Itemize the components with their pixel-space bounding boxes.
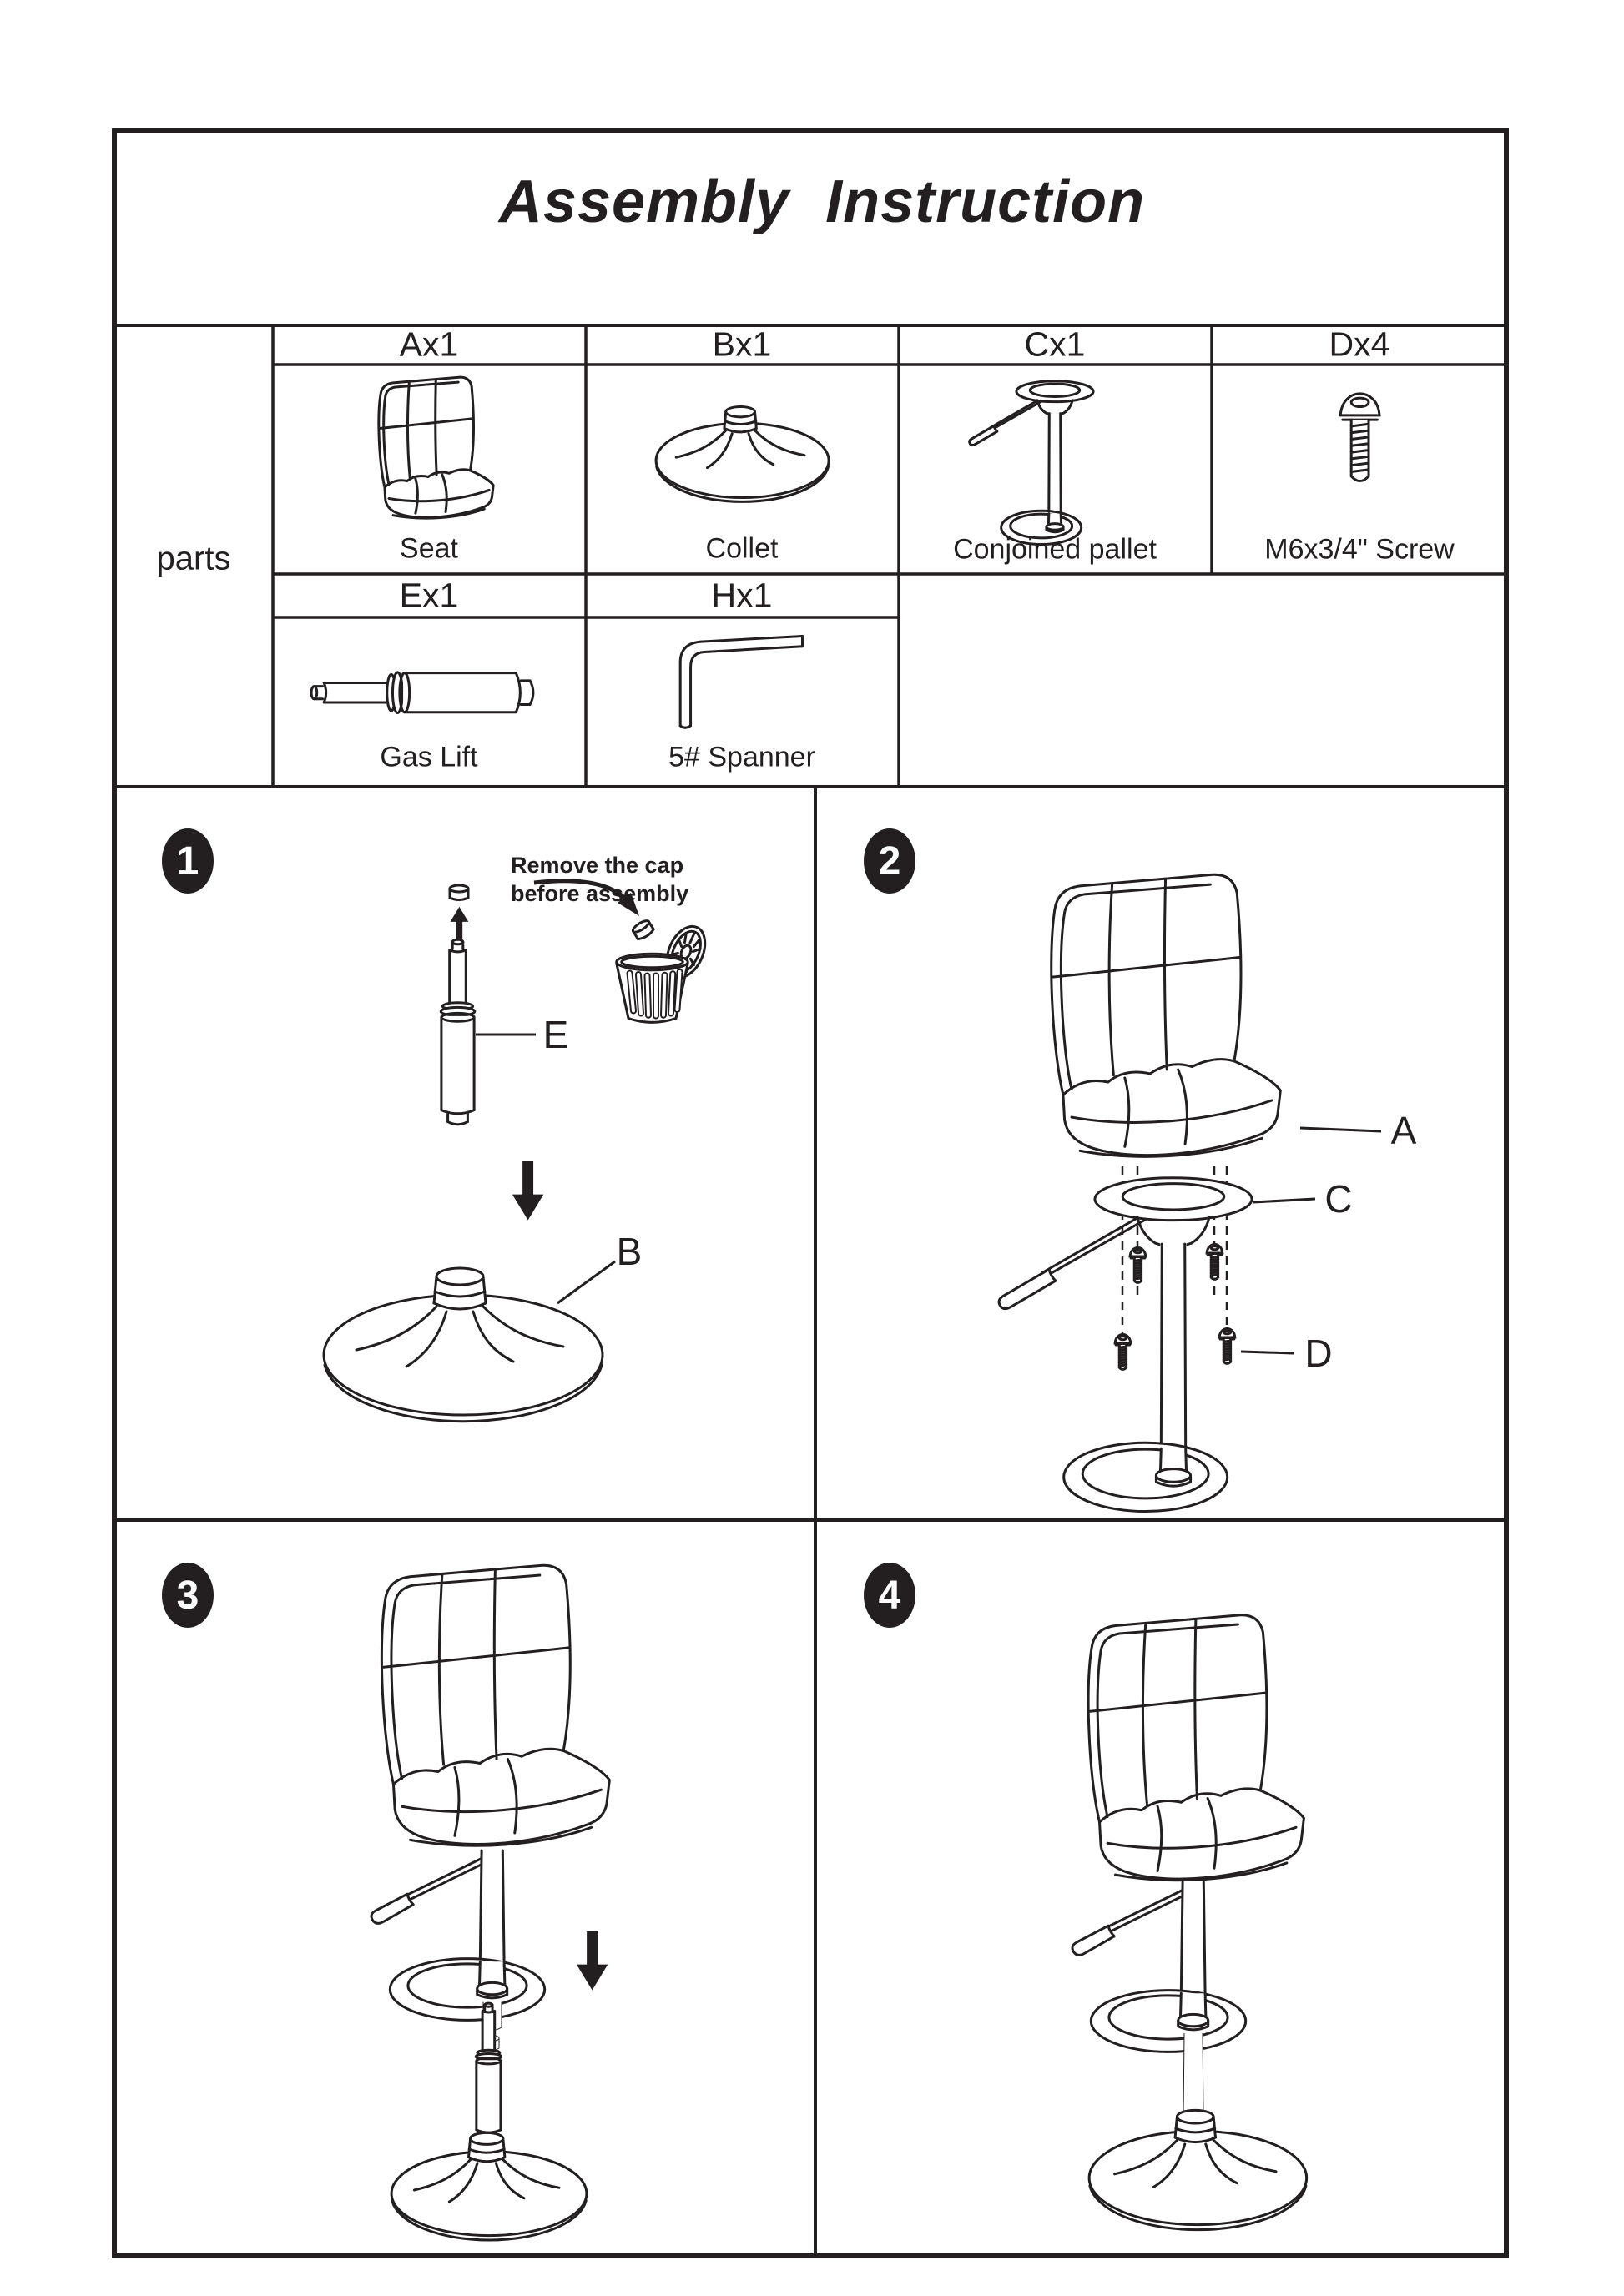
part-code-d: Dx4 (1329, 325, 1390, 364)
step4-underframe-drawing (1072, 1882, 1246, 2052)
part-name-collet: Collet (705, 532, 779, 565)
page-title: Assembly Instruction (498, 169, 1146, 235)
step1-gas-lift-drawing (441, 939, 475, 1125)
step4-diagram (1072, 1615, 1307, 2230)
pallet-part-drawing (970, 381, 1093, 545)
screw-part-drawing (1340, 394, 1379, 481)
step1-note-line2: before assembly (511, 881, 689, 906)
step2-badge: 2 (864, 828, 915, 894)
step3-seat-drawing (381, 1565, 609, 1845)
part-code-c: Cx1 (1024, 325, 1086, 364)
step1-badge: 1 (162, 828, 214, 894)
part-code-h: Hx1 (711, 576, 773, 615)
step1-down-arrow (512, 1161, 543, 1221)
part-name-screw: M6x3/4" Screw (1264, 533, 1455, 566)
cap-drawing (450, 885, 468, 900)
step2-screw-3 (1115, 1335, 1131, 1370)
seat-part-drawing (379, 377, 493, 518)
step4-badge: 4 (864, 1563, 915, 1628)
callout-e: E (542, 1013, 569, 1056)
part-code-e: Ex1 (399, 576, 459, 615)
callout-d-leader (1241, 1352, 1294, 1353)
step2-seat-drawing (1052, 874, 1281, 1156)
callout-d: D (1304, 1332, 1333, 1375)
part-name-pallet: Conjoined pallet (953, 533, 1157, 566)
callout-b: B (616, 1230, 643, 1273)
step1-base-drawing (324, 1268, 603, 1422)
callout-c-leader (1253, 1199, 1315, 1202)
part-code-b: Bx1 (712, 325, 772, 364)
trash-can-drawing (617, 920, 713, 1022)
gas-lift-part-drawing (311, 672, 533, 713)
step2-diagram (999, 874, 1381, 1511)
step2-screw-4 (1219, 1329, 1235, 1364)
step2-screw-2 (1207, 1245, 1223, 1280)
callout-c: C (1324, 1177, 1353, 1221)
step3-badge: 3 (162, 1563, 214, 1628)
callout-a: A (1390, 1109, 1417, 1152)
step3-diagram (371, 1565, 609, 2240)
collet-part-drawing (656, 406, 829, 501)
step1-note-line1: Remove the cap (511, 853, 684, 878)
step3-down-arrow (577, 1931, 608, 1991)
parts-row-label: parts (156, 540, 231, 577)
step2-screw-1 (1130, 1248, 1146, 1283)
part-code-a: Ax1 (399, 325, 459, 364)
callout-b-leader (557, 1261, 615, 1303)
part-name-gaslift: Gas Lift (380, 741, 478, 773)
spanner-part-drawing (680, 636, 802, 728)
step3-base-drawing (391, 2132, 587, 2240)
step3-underframe-drawing (371, 1850, 545, 2020)
step4-base-drawing (1089, 2110, 1307, 2229)
up-arrow (450, 907, 468, 941)
part-name-spanner: 5# Spanner (668, 741, 815, 773)
part-name-seat: Seat (400, 532, 458, 565)
discarded-cap-drawing (632, 919, 655, 940)
step4-seat-drawing (1088, 1615, 1304, 1881)
callout-a-leader (1300, 1128, 1381, 1131)
step4-pole-extension (1183, 2033, 1203, 2115)
step1-diagram (324, 881, 713, 1422)
